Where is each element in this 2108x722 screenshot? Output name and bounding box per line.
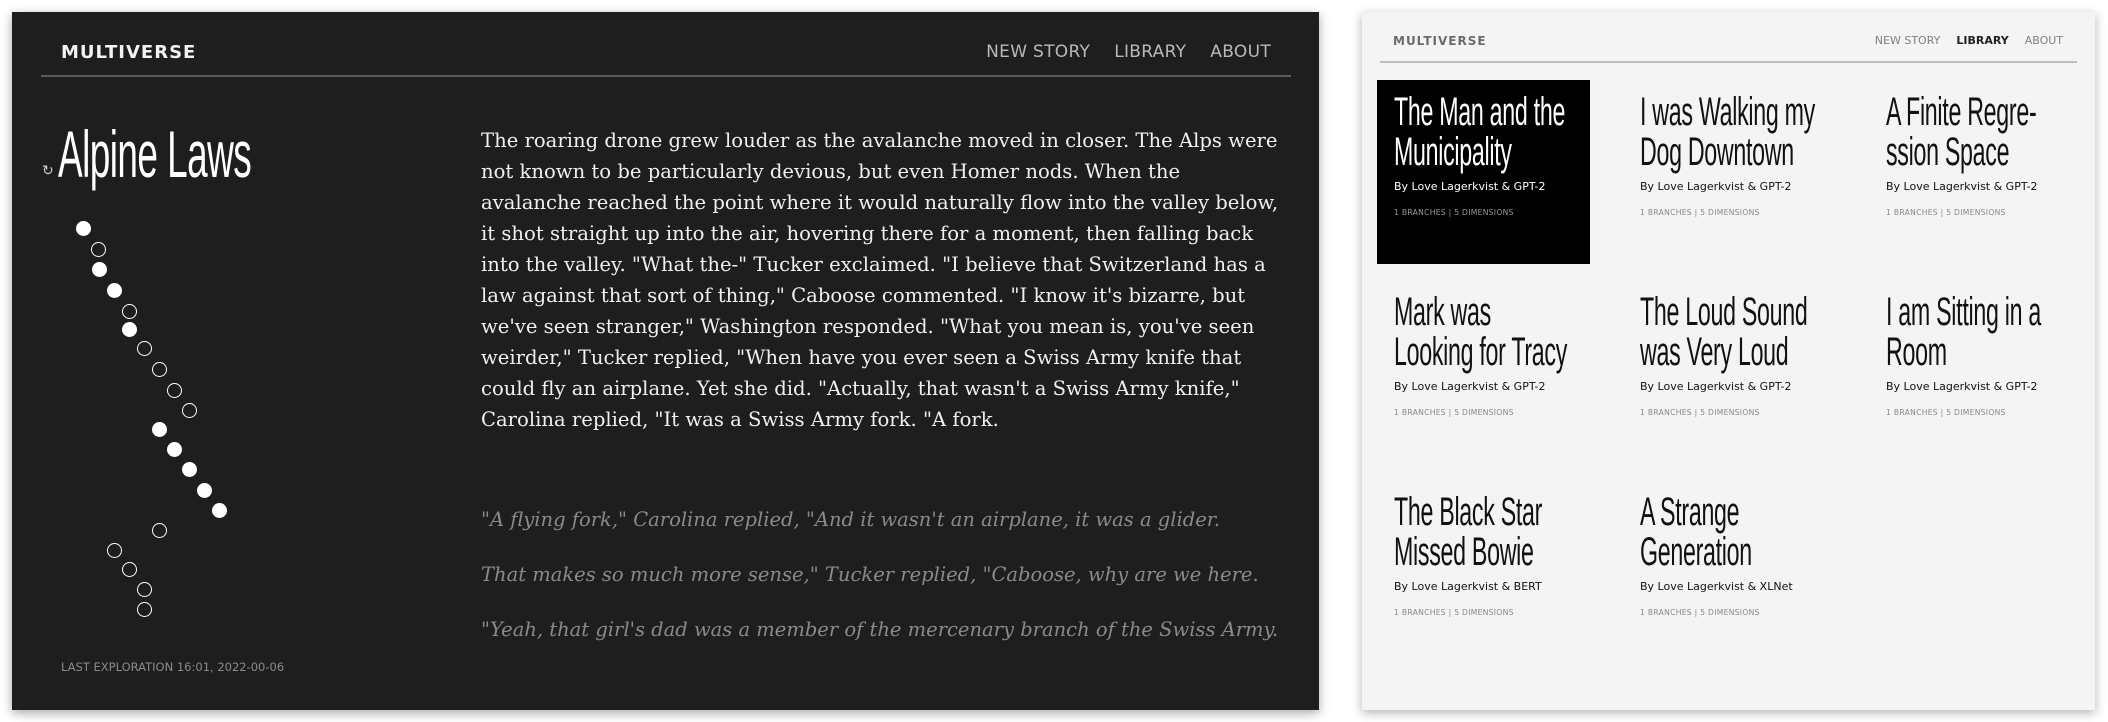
story-text: The roaring drone grew louder as the avalanche moved in closer. The Alps were not known to be particularly devious, but even Homer nods. When the avalanche reached the point where it would naturally flow into the valley below, it shot straight up into the air, hovering there for a moment, then falling back into the valley. "What the-" Tucker exclaimed. "I believe that Switzerland has a law against that sort of thing," Caboose commented. "I know it's bizarre, but we've seen stranger," Washington responded. "What you mean is, you've seen weirder," Tucker replied, "When have you ever seen a Swiss Army knife that could fly an airplane. Yet she did. "Actually, that wasn't a Swiss Army knife," Carolina replied, "It was a Swiss Army fork. "A fork.	[481, 129, 1279, 431]
tree-node[interactable]	[107, 543, 122, 558]
story-card-title: The Man and the Municipality	[1394, 90, 1566, 174]
tree-node[interactable]	[91, 242, 106, 257]
story-card-meta: 1 BRANCHES | 5 DIMENSIONS	[1640, 608, 1760, 617]
story-card-title: A Finite Regre-ssion Space	[1886, 90, 2037, 174]
nav-new-story[interactable]: NEW STORY	[1874, 34, 1941, 47]
story-card[interactable]	[1377, 80, 1590, 264]
story-card-meta: 1 BRANCHES | 5 DIMENSIONS	[1394, 408, 1514, 417]
story-card-meta: 1 BRANCHES | 5 DIMENSIONS	[1886, 208, 2006, 217]
story-card[interactable]	[1623, 480, 1836, 664]
story-title: Alpine Laws	[58, 117, 252, 191]
tree-node[interactable]	[122, 562, 137, 577]
story-card[interactable]	[1869, 80, 2082, 264]
story-card[interactable]	[1623, 80, 1836, 264]
brand-logo[interactable]: MULTIVERSE	[1393, 34, 1487, 48]
story-card-author: By Love Lagerkvist & GPT-2	[1640, 180, 1792, 193]
tree-node[interactable]	[122, 304, 137, 319]
story-card-title: I am Sitting in a Room	[1886, 290, 2041, 374]
story-card-author: By Love Lagerkvist & GPT-2	[1394, 180, 1546, 193]
last-exploration: LAST EXPLORATION 16:01, 2022-00-06	[61, 660, 285, 674]
nav-library[interactable]: LIBRARY	[1114, 42, 1187, 62]
story-card-author: By Love Lagerkvist & GPT-2	[1394, 380, 1546, 393]
tree-node[interactable]	[152, 523, 167, 538]
story-card-author: By Love Lagerkvist & BERT	[1394, 580, 1542, 593]
story-card-author: By Love Lagerkvist & GPT-2	[1886, 180, 2038, 193]
story-card-title: I was Walking my Dog Downtown	[1640, 90, 1815, 174]
story-card-meta: 1 BRANCHES | 5 DIMENSIONS	[1394, 208, 1514, 217]
library-panel	[1362, 12, 2095, 710]
story-card[interactable]	[1377, 280, 1590, 464]
reload-icon[interactable]: ↻	[42, 163, 54, 179]
tree-node[interactable]	[137, 341, 152, 356]
tree-node[interactable]	[197, 483, 212, 498]
story-card-meta: 1 BRANCHES | 5 DIMENSIONS	[1886, 408, 2006, 417]
nav-new-story[interactable]: NEW STORY	[986, 42, 1091, 62]
tree-node[interactable]	[76, 221, 91, 236]
story-card[interactable]	[1377, 480, 1590, 664]
tree-node[interactable]	[212, 503, 227, 518]
story-card-author: By Love Lagerkvist & GPT-2	[1886, 380, 2038, 393]
tree-node[interactable]	[182, 462, 197, 477]
tree-node[interactable]	[152, 422, 167, 437]
tree-node[interactable]	[92, 262, 107, 277]
story-card-meta: 1 BRANCHES | 5 DIMENSIONS	[1640, 408, 1760, 417]
alternative-continuation[interactable]: "A flying fork," Carolina replied, "And it wasn't an airplane, it was a glider.	[481, 508, 1221, 531]
tree-node[interactable]	[122, 322, 137, 337]
story-card-title: The Loud Sound was Very Loud	[1640, 290, 1808, 374]
tree-node[interactable]	[167, 442, 182, 457]
nav-about[interactable]: ABOUT	[1210, 42, 1271, 62]
nav-library[interactable]: LIBRARY	[1956, 34, 2009, 47]
reader-nav	[986, 42, 1271, 62]
story-card-meta: 1 BRANCHES | 5 DIMENSIONS	[1640, 208, 1760, 217]
story-card[interactable]	[1623, 280, 1836, 464]
alternative-continuation[interactable]: That makes so much more sense," Tucker replied, "Caboose, why are we here.	[481, 563, 1259, 586]
tree-node[interactable]	[152, 362, 167, 377]
tree-node[interactable]	[167, 383, 182, 398]
story-card-author: By Love Lagerkvist & XLNet	[1640, 580, 1793, 593]
story-card-author: By Love Lagerkvist & GPT-2	[1640, 380, 1792, 393]
header-divider	[1380, 61, 2077, 63]
story-card-title: The Black Star Missed Bowie	[1394, 490, 1543, 574]
story-card[interactable]	[1869, 280, 2082, 464]
brand-logo[interactable]: MULTIVERSE	[61, 42, 197, 63]
nav-about[interactable]: ABOUT	[2024, 34, 2063, 47]
header-divider	[41, 75, 1291, 77]
story-card-title: Mark was Looking for Tracy	[1394, 290, 1568, 374]
tree-node[interactable]	[137, 582, 152, 597]
tree-node[interactable]	[137, 602, 152, 617]
library-nav	[1875, 34, 2063, 47]
tree-node[interactable]	[182, 403, 197, 418]
tree-node[interactable]	[107, 283, 122, 298]
alternative-continuation[interactable]: "Yeah, that girl's dad was a member of the mercenary branch of the Swiss Army.	[481, 618, 1279, 641]
reader-panel	[12, 12, 1319, 710]
branch-tree	[62, 208, 222, 628]
story-card-title: A Strange Generation	[1640, 490, 1752, 574]
story-card-meta: 1 BRANCHES | 5 DIMENSIONS	[1394, 608, 1514, 617]
